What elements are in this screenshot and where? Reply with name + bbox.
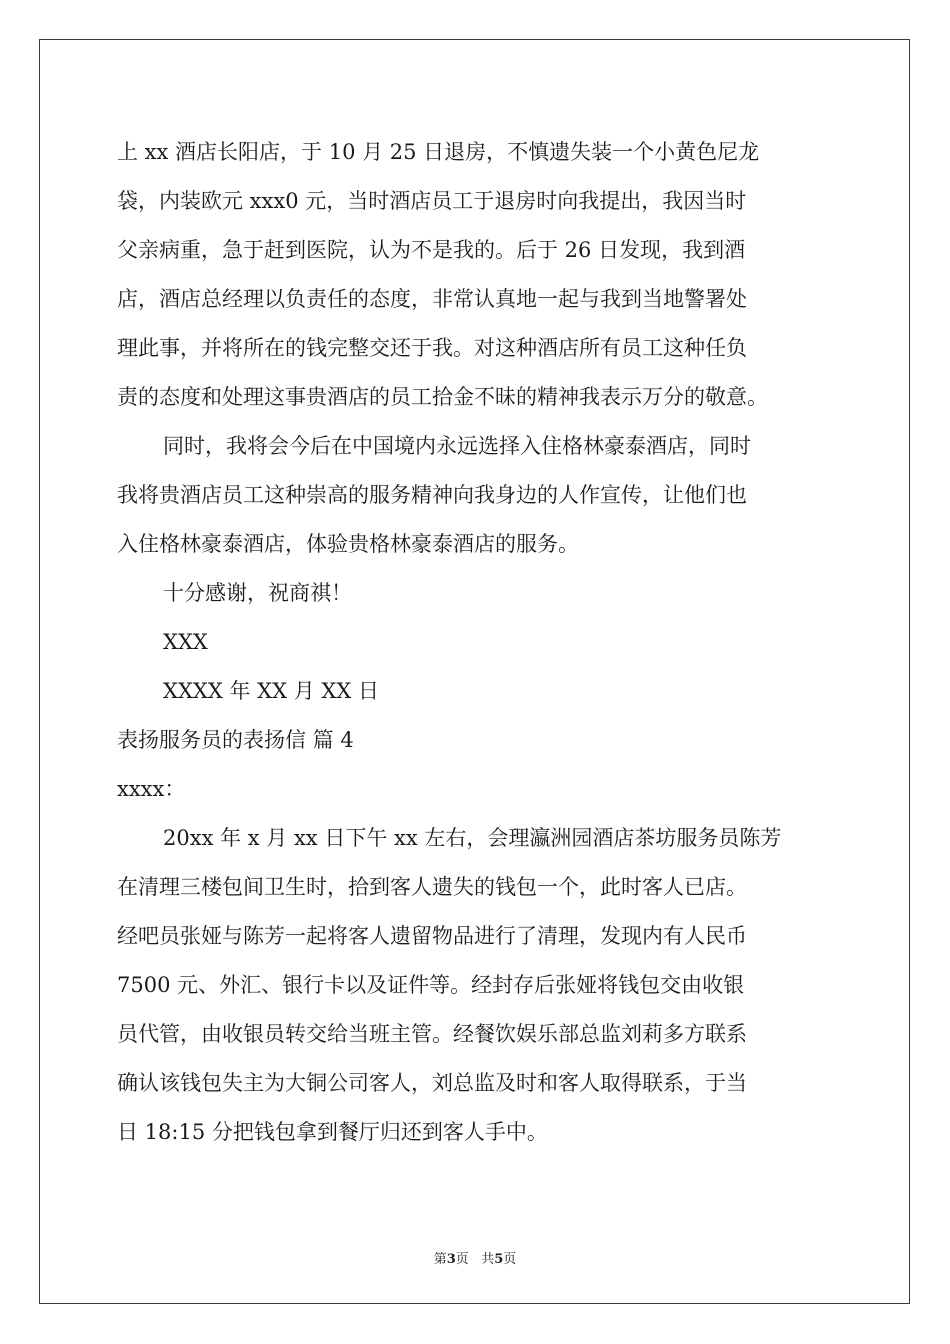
signature-name: XXX [163, 630, 208, 654]
paragraph-line: 经吧员张娅与陈芳一起将客人遗留物品进行了清理，发现内有人民币 [117, 924, 747, 948]
paragraph-line: 7500 元、外汇、银行卡以及证件等。经封存后张娅将钱包交由收银 [117, 973, 745, 997]
page-current: 3 [446, 1252, 456, 1267]
paragraph-line: 在清理三楼包间卫生时，拾到客人遗失的钱包一个，此时客人已店。 [117, 875, 747, 899]
paragraph-line: 入住格林豪泰酒店，体验贵格林豪泰酒店的服务。 [117, 532, 579, 556]
paragraph-line: 父亲病重，急于赶到医院，认为不是我的。后于 26 日发现，我到酒 [117, 238, 746, 262]
closing-greeting: 十分感谢，祝商祺！ [163, 581, 352, 605]
paragraph-line: 20xx 年 x 月 xx 日下午 xx 左右，会理瀛洲园酒店茶坊服务员陈芳 [163, 826, 782, 850]
page-total: 5 [494, 1252, 504, 1267]
total-suffix: 页 [503, 1252, 517, 1267]
total-prefix: 共 [481, 1252, 495, 1267]
paragraph-line: 同时，我将会今后在中国境内永远选择入住格林豪泰酒店，同时 [163, 434, 751, 458]
page-prefix: 第 [433, 1252, 447, 1267]
paragraph-line: 袋，内装欧元 xxx0 元，当时酒店员工于退房时向我提出，我因当时 [117, 189, 747, 213]
section-heading: 表扬服务员的表扬信 篇 4 [117, 728, 354, 752]
paragraph-line: 店，酒店总经理以负责任的态度，非常认真地一起与我到当地警署处 [117, 287, 747, 311]
paragraph-line: 我将贵酒店员工这种崇高的服务精神向我身边的人作宣传，让他们也 [117, 483, 747, 507]
paragraph-line: 理此事，并将所在的钱完整交还于我。对这种酒店所有员工这种任负 [117, 336, 747, 360]
paragraph-line: 日 18:15 分把钱包拿到餐厅归还到客人手中。 [117, 1120, 548, 1144]
page-footer [0, 1248, 950, 1267]
paragraph-line: 员代管，由收银员转交给当班主管。经餐饮娱乐部总监刘莉多方联系 [117, 1022, 747, 1046]
document-body [117, 128, 833, 1157]
page-suffix: 页 [455, 1252, 469, 1267]
paragraph-line: 责的态度和处理这事贵酒店的员工拾金不昧的精神我表示万分的敬意。 [117, 385, 768, 409]
salutation: xxxx： [117, 777, 186, 801]
paragraph-line: 确认该钱包失主为大铜公司客人，刘总监及时和客人取得联系，于当 [117, 1071, 747, 1095]
signature-date: XXXX 年 XX 月 XX 日 [163, 679, 379, 703]
paragraph-line: 上 xx 酒店长阳店，于 10 月 25 日退房，不慎遗失装一个小黄色尼龙 [117, 140, 760, 164]
